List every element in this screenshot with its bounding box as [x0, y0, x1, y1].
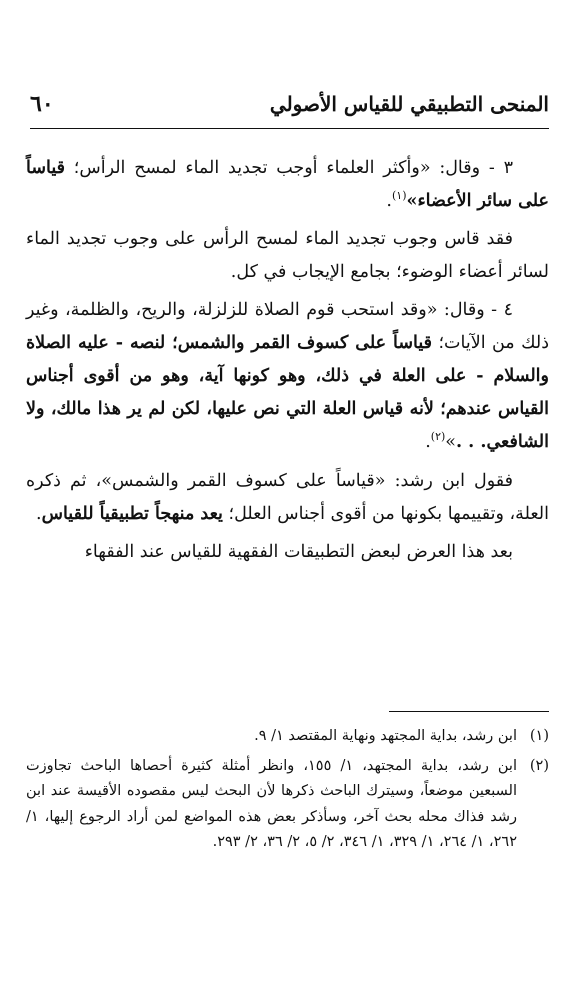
- paragraph-analysis-4: [26, 465, 549, 530]
- footnote-ref-2[interactable]: (٢): [430, 430, 446, 444]
- page-number: ٦٠: [30, 91, 54, 117]
- analysis-4-text: فقول ابن رشد: «قياساً على كسوف القمر والشمس»، ثم ذكره العلة، وتقييمها بكونها من أقوى أجناس العلل؛: [26, 471, 549, 524]
- footnote-marker: (١): [529, 728, 549, 744]
- quote-3-intro: ٣ - وقال: «وأكثر العلماء أوجب تجديد الماء لمسح الرأس؛: [64, 158, 513, 178]
- quote-4-close: »: [445, 432, 456, 452]
- paragraph-continuation: بعد هذا العرض لبعض التطبيقات الفقهية للقياس عند الفقهاء: [84, 542, 513, 562]
- quote-4-bold: قياساً على كسوف القمر والشمس؛ لنصه - عليه الصلاة والسلام - على العلة في ذلك، وهو كونها آية، وهو من أقوى أجناس القياس عندهم؛ لأنه قياس العلة التي نص عليها، لكن لم ير هذا مالك، ولا الشافعي. . .: [26, 333, 549, 452]
- main-text: [26, 152, 549, 575]
- footnote-1: [26, 724, 549, 750]
- footnote-text: ابن رشد، بداية المجتهد ونهاية المقتصد ١/ ٩.: [254, 728, 517, 744]
- paragraph-quote-3: [26, 152, 549, 217]
- footnote-ref-1[interactable]: (١): [391, 188, 407, 202]
- footnote-2: [26, 754, 549, 856]
- footnotes: [26, 724, 549, 860]
- footnote-separator: [389, 711, 549, 712]
- quote-3-end: .: [386, 190, 392, 211]
- paragraph-quote-4: [26, 294, 549, 459]
- analysis-4-end: .: [36, 503, 42, 524]
- analysis-4-bold: يعد منهجاً تطبيقياً للقياس: [41, 503, 223, 524]
- page-header: [30, 84, 549, 129]
- quote-3-close: »: [406, 190, 418, 211]
- footnote-marker: (٢): [529, 757, 549, 774]
- running-title: المنحى التطبيقي للقياس الأصولي: [269, 92, 549, 116]
- footnote-text: ابن رشد، بداية المجتهد، ١/ ١٥٥، وانظر أمثلة كثيرة أحصاها الباحث تجاوزت السبعين موضعاً، وسيترك الباحث ذكرها لأن البحث ليس مقصوده الأقيسة عند ابن رشد فذاك محله بحث آخر، وسأذكر بعض هذه المواضع لمن أراد الرجوع إليها، ١/ ٢٦٢، ١/ ٢٦٤، ١/ ٣٢٩، ١/ ٣٤٦، ٢/ ٥، ٢/ ٣٦، ٢/ ٢٩٣.: [26, 757, 517, 850]
- paragraph-analysis-3: فقد قاس وجوب تجديد الماء لمسح الرأس على وجوب تجديد الماء لسائر أعضاء الوضوء؛ بجامع الإيجاب في كل.: [26, 229, 549, 282]
- quote-4-intro: ٤ - وقال: «وقد استحب قوم الصلاة للزلزلة، والريح، والظلمة، وغير ذلك من الآيات؛: [26, 300, 549, 353]
- quote-3-bold: قياساً على سائر الأعضاء: [26, 158, 549, 211]
- quote-4-end: .: [425, 432, 431, 452]
